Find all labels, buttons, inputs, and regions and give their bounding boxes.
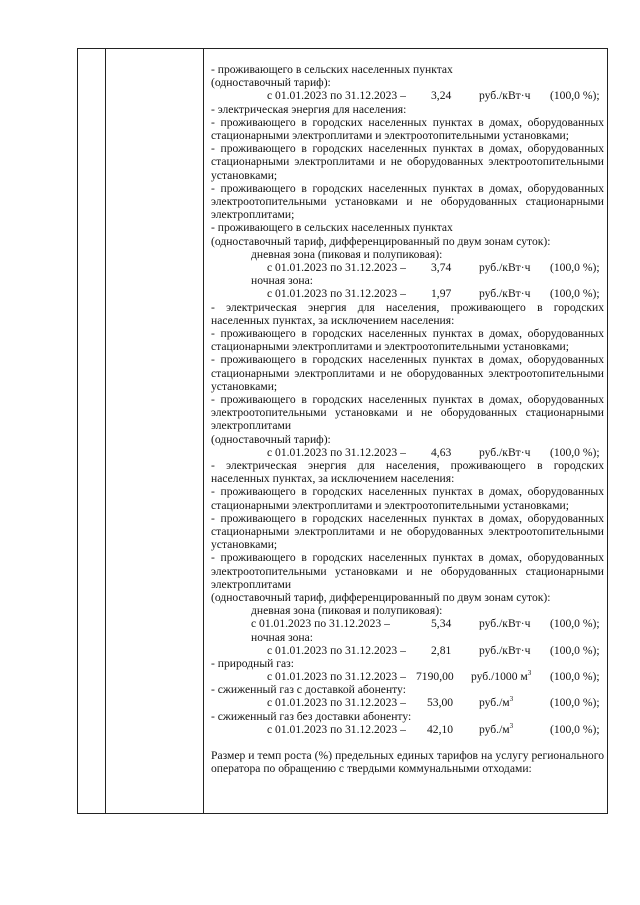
text-line: (одноставочный тариф, дифференцированный по двум зонам суток):	[211, 590, 551, 604]
text-paragraph: Размер и темп роста (%) предельных единых тарифов на услугу регионального оператора по обращению с твердыми коммунальными отходами:	[211, 749, 604, 776]
rate-percent: (100,0 %);	[550, 89, 600, 103]
rate-percent: (100,0 %);	[550, 445, 600, 459]
rate-row	[211, 89, 604, 102]
rate-period: с 01.01.2023 по 31.12.2023 –	[267, 287, 406, 301]
text-line: (одноставочный тариф, дифференцированный по двум зонам суток):	[211, 234, 551, 248]
text-line: - сжиженный газ с доставкой абоненту:	[211, 683, 406, 697]
rate-value: 42,10	[427, 722, 454, 736]
text-paragraph: - проживающего в городских населенных пунктах в домах, оборудованных электроотопительными установками и не оборудованных стационарными электроплитами	[211, 551, 604, 591]
rate-unit: руб./кВт·ч	[479, 89, 531, 103]
rate-unit-text: руб./м	[479, 696, 510, 710]
text-line: - сжиженный газ без доставки абоненту:	[211, 709, 412, 723]
rate-row	[211, 723, 604, 736]
rate-value: 3,24	[431, 89, 452, 103]
rate-percent: (100,0 %);	[550, 287, 600, 301]
rate-percent: (100,0 %);	[550, 696, 600, 710]
rate-unit-sup: 3	[509, 721, 514, 730]
rate-period: с 01.01.2023 по 31.12.2023 –	[267, 696, 406, 710]
rate-value: 5,34	[431, 617, 452, 631]
rate-period: с 01.01.2023 по 31.12.2023 –	[267, 445, 406, 459]
zone-label: дневная зона (пиковая и полупиковая):	[251, 604, 443, 618]
text-paragraph: - проживающего в городских населенных пунктах в домах, оборудованных стационарными электроплитами и не оборудованных электроотопительными установками;	[211, 511, 604, 552]
rate-percent: (100,0 %);	[550, 722, 600, 736]
rate-period: с 01.01.2023 по 31.12.2023 –	[267, 722, 406, 736]
zone-label: ночная зона:	[251, 274, 313, 288]
rate-unit: руб./кВт·ч	[479, 287, 531, 301]
rate-unit	[471, 670, 531, 683]
rate-value: 53,00	[427, 696, 454, 710]
text-paragraph: - проживающего в городских населенных пунктах в домах, оборудованных электроотопительными установками и не оборудованных стационарными электроплитами;	[211, 181, 604, 222]
text-paragraph: - проживающего в городских населенных пунктах в домах, оборудованных стационарными электроплитами и электроотопительными установками;	[211, 115, 604, 142]
rate-value: 7190,00	[416, 670, 454, 684]
rate-row	[211, 670, 604, 683]
rate-unit-sup: 3	[509, 695, 514, 704]
rate-row	[211, 261, 604, 274]
rate-period: с 01.01.2023 по 31.12.2023 –	[267, 670, 406, 684]
rate-unit	[479, 696, 513, 709]
rate-unit: руб./кВт·ч	[479, 260, 531, 274]
text-paragraph: - электрическая энергия для населения, проживающего в городских населенных пунктах, за исключением населения:	[211, 300, 604, 327]
rate-value: 4,63	[431, 445, 452, 459]
rate-row	[211, 287, 604, 300]
text-line: - проживающего в сельских населенных пунктах	[211, 63, 453, 76]
rate-period: с 01.01.2023 по 31.12.2023 –	[267, 89, 406, 103]
rate-unit	[479, 723, 513, 736]
rate-unit: руб./кВт·ч	[479, 445, 531, 459]
spacer	[211, 736, 604, 749]
text-line: - природный газ:	[211, 656, 294, 670]
text-paragraph: - проживающего в городских населенных пунктах в домах, оборудованных стационарными электроплитами и не оборудованных электроотопительными установками;	[211, 142, 604, 182]
rate-percent: (100,0 %);	[550, 670, 600, 684]
text-line: (одноставочный тариф):	[211, 432, 331, 446]
table-column-name	[106, 49, 204, 813]
text-paragraph: - проживающего в городских населенных пунктах в домах, оборудованных стационарными электроплитами и электроотопительными установками;	[211, 485, 604, 512]
rate-period: с 01.01.2023 по 31.12.2023 –	[267, 643, 406, 657]
rate-unit: руб./кВт·ч	[479, 617, 531, 631]
tariff-text	[211, 63, 604, 776]
text-paragraph: - проживающего в городских населенных пунктах в домах, оборудованных стационарными электроплитами и не оборудованных электроотопительными установками;	[211, 353, 604, 393]
rate-unit-text: руб./м	[479, 722, 510, 736]
rate-unit-text: руб./1000 м	[471, 670, 528, 684]
rate-percent: (100,0 %);	[550, 617, 600, 631]
table-column-content	[204, 49, 607, 813]
rate-percent: (100,0 %);	[550, 643, 600, 657]
rate-unit: руб./кВт·ч	[479, 643, 531, 657]
rate-value: 2,81	[431, 643, 452, 657]
rate-percent: (100,0 %);	[550, 260, 600, 274]
rate-row	[211, 696, 604, 709]
tariff-table	[77, 48, 608, 814]
rate-unit-sup: 3	[527, 669, 532, 678]
rate-period: с 01.01.2023 по 31.12.2023 –	[251, 617, 390, 631]
table-column-number	[78, 49, 106, 813]
rate-value: 1,97	[431, 287, 452, 301]
text-paragraph: - электрическая энергия для населения, проживающего в городских населенных пунктах, за исключением населения:	[211, 458, 604, 486]
text-line: - проживающего в сельских населенных пунктах	[211, 221, 453, 235]
zone-label: дневная зона (пиковая и полупиковая):	[251, 247, 443, 261]
rate-value: 3,74	[431, 260, 452, 274]
text-line: - электрическая энергия для населения:	[211, 102, 407, 116]
text-paragraph: - проживающего в городских населенных пунктах в домах, оборудованных электроотопительными установками и не оборудованных стационарными электроплитами	[211, 392, 604, 433]
zone-label: ночная зона:	[251, 630, 313, 644]
text-paragraph: - проживающего в городских населенных пунктах в домах, оборудованных стационарными электроплитами и электроотопительными установками;	[211, 326, 604, 354]
rate-period: с 01.01.2023 по 31.12.2023 –	[267, 260, 406, 274]
rate-row	[211, 446, 604, 459]
rate-row	[211, 644, 604, 657]
text-line: (одноставочный тариф):	[211, 76, 331, 90]
rate-row	[211, 617, 604, 630]
